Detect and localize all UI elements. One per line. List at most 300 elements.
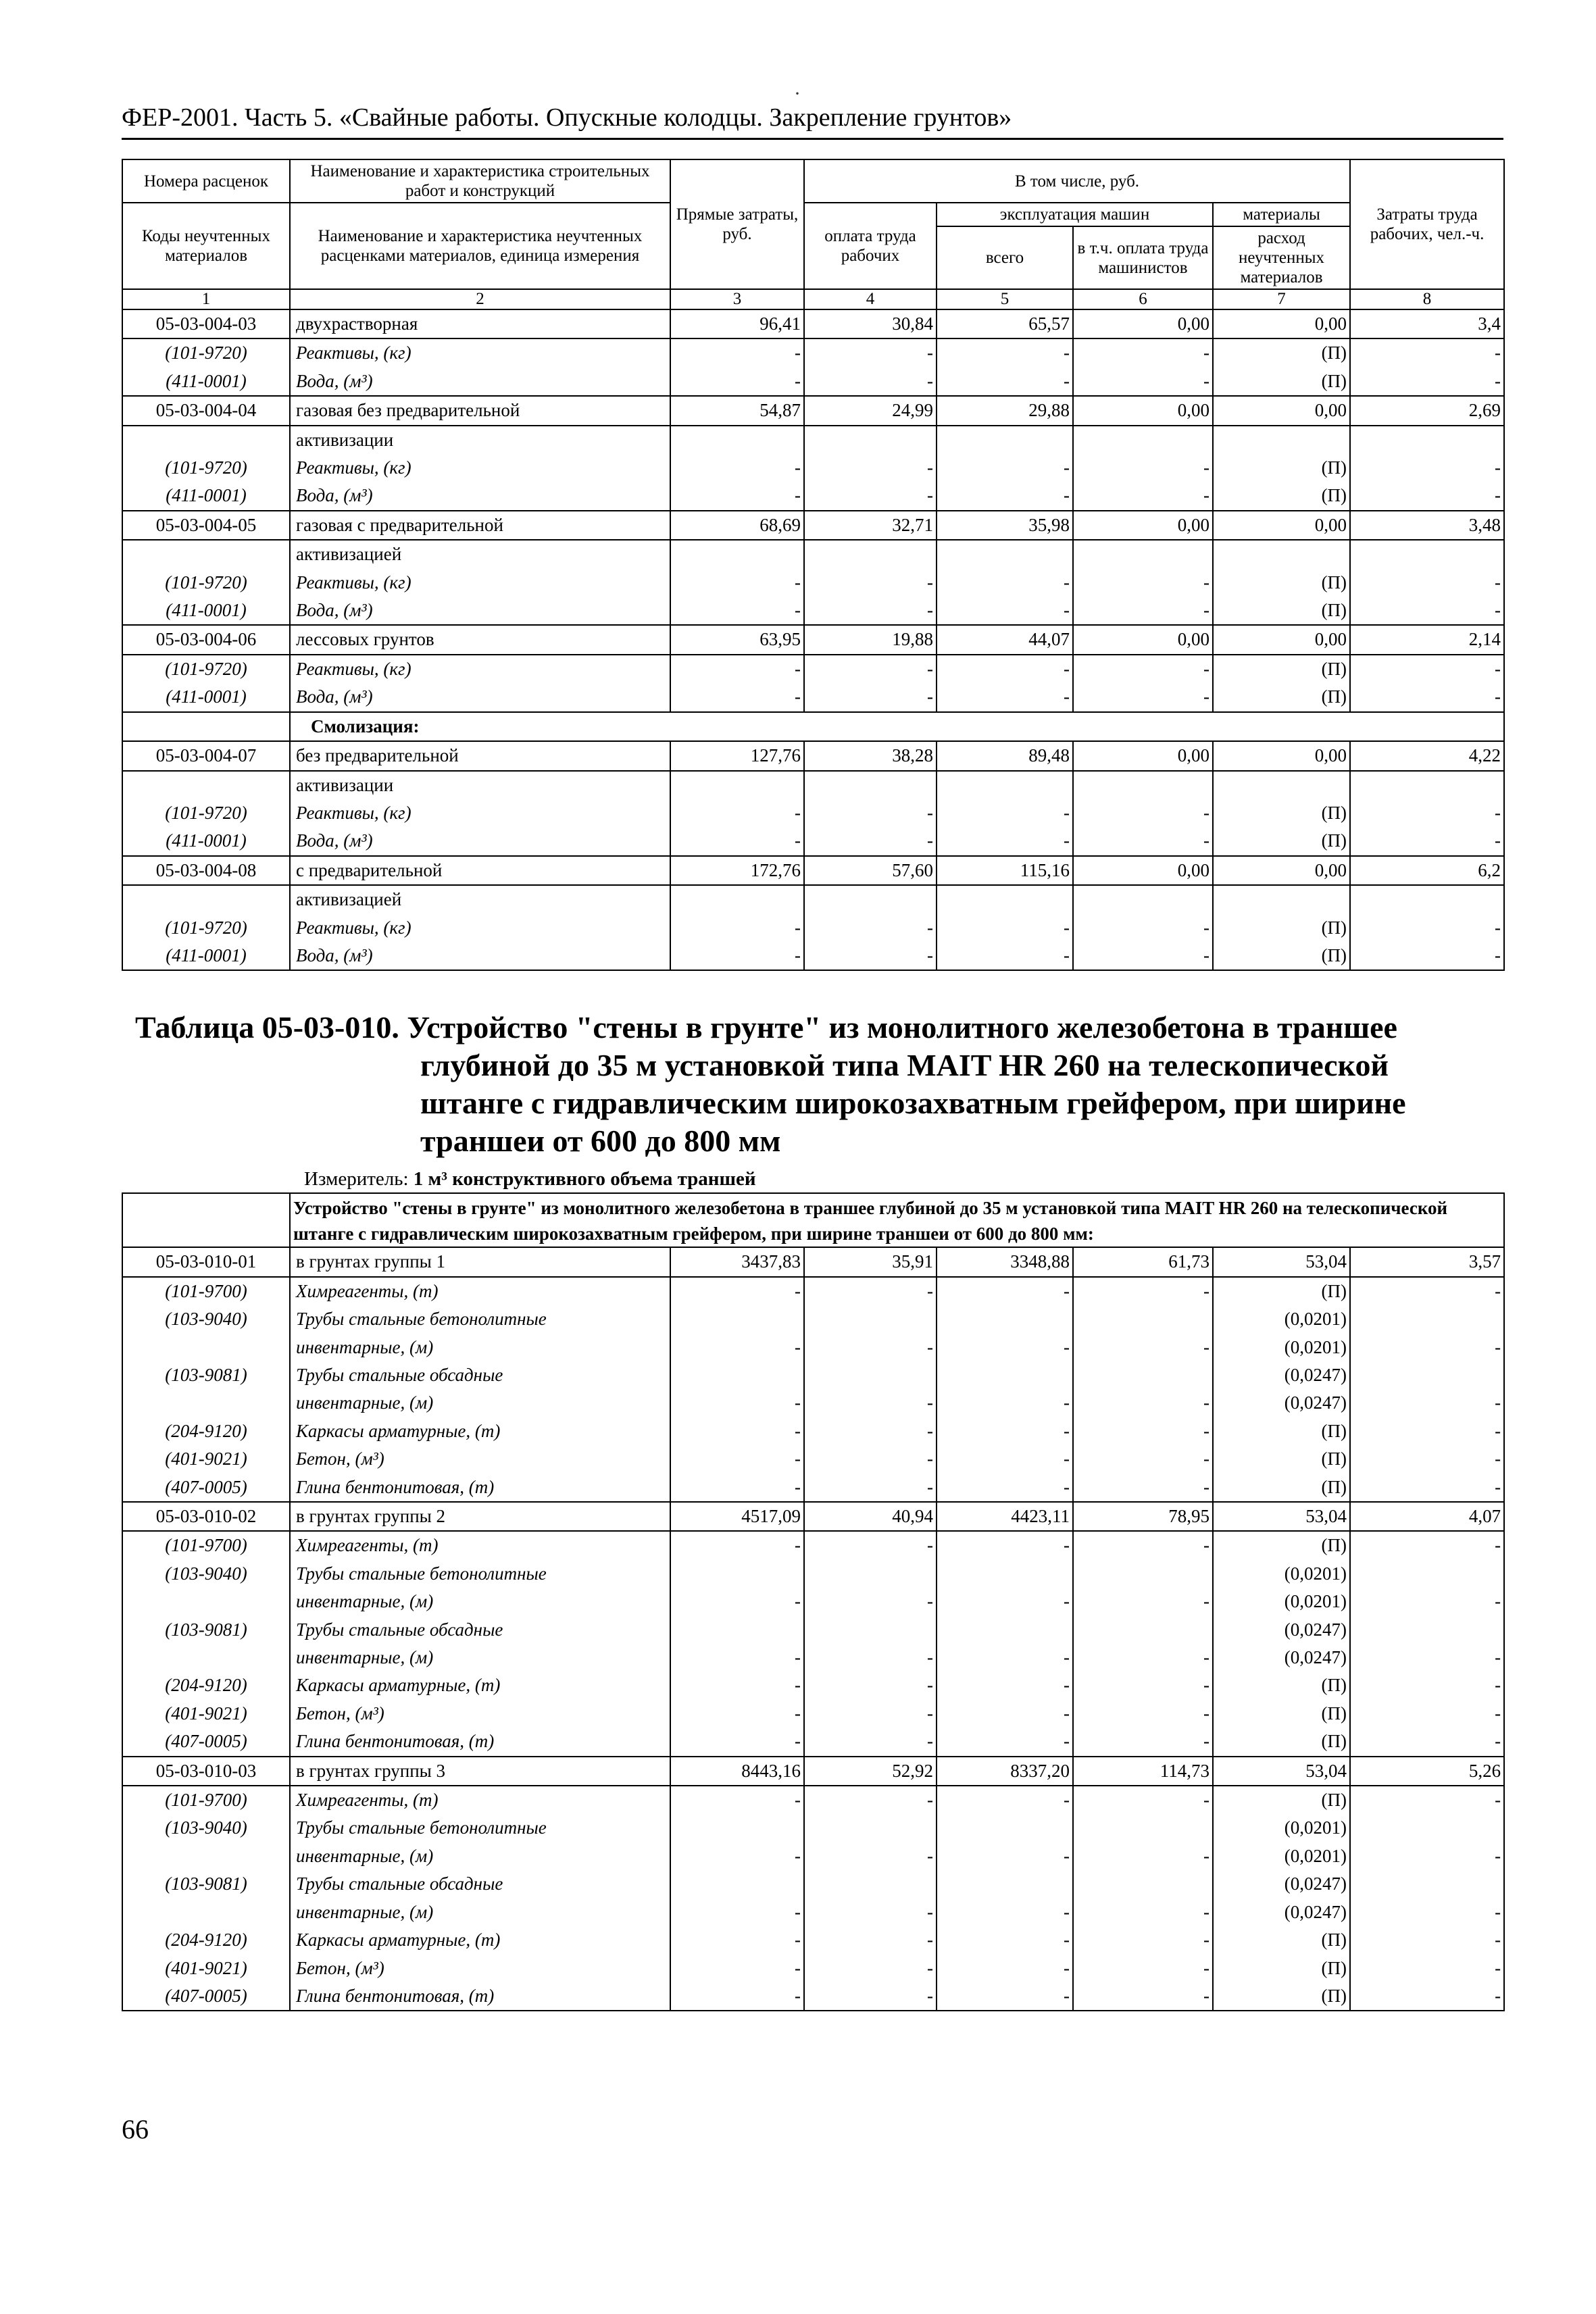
- material-row: [122, 1361, 1504, 1389]
- blank-cell: [122, 771, 290, 799]
- dash-cell: -: [1073, 1277, 1213, 1305]
- dash-cell: -: [1073, 1389, 1213, 1417]
- dash-cell: -: [937, 1531, 1073, 1559]
- material-row: [122, 1417, 1504, 1445]
- measure-label: Измеритель:: [304, 1168, 409, 1190]
- blank-cell: [670, 885, 804, 913]
- material-name: Бетон, (м³): [290, 1700, 670, 1728]
- work-name: в грунтах группы 1: [290, 1247, 670, 1276]
- blank-cell: [1073, 771, 1213, 799]
- dash-cell: -: [937, 942, 1073, 970]
- material-consumption: (П): [1213, 827, 1350, 855]
- dash-cell: -: [1073, 1417, 1213, 1445]
- col-number: 1: [122, 289, 290, 309]
- dash-cell: -: [1073, 827, 1213, 855]
- labor-pay: 30,84: [804, 309, 937, 338]
- work-name: лессовых грунтов: [290, 625, 670, 654]
- dash-cell: -: [670, 569, 804, 597]
- dash-cell: -: [1073, 655, 1213, 683]
- labor-pay: 32,71: [804, 511, 937, 540]
- col-number: 5: [937, 289, 1073, 309]
- labor-hours: 3,57: [1350, 1247, 1504, 1276]
- machines-labor: 61,73: [1073, 1247, 1213, 1276]
- dash-cell: -: [670, 1955, 804, 1982]
- material-code: (103-9040): [122, 1560, 290, 1588]
- dash-cell: [670, 1870, 804, 1898]
- material-name: Химреагенты, (т): [290, 1277, 670, 1305]
- dash-cell: [1073, 1870, 1213, 1898]
- dash-cell: -: [1073, 1445, 1213, 1473]
- material-name: Реактивы, (кг): [290, 799, 670, 827]
- dash-cell: -: [1350, 1728, 1504, 1756]
- table-row: [122, 396, 1504, 425]
- dash-cell: [1073, 1814, 1213, 1842]
- dash-cell: -: [670, 914, 804, 942]
- rate-code: 05-03-004-06: [122, 625, 290, 654]
- labor-pay: 57,60: [804, 856, 937, 885]
- dash-cell: -: [937, 569, 1073, 597]
- dash-cell: [804, 1870, 937, 1898]
- labor-pay: 52,92: [804, 1757, 937, 1786]
- dash-cell: -: [1350, 1417, 1504, 1445]
- material-row: [122, 1560, 1504, 1588]
- blank-cell: [1213, 540, 1350, 568]
- work-name: двухрастворная: [290, 309, 670, 338]
- direct-cost: 172,76: [670, 856, 804, 885]
- work-name: в грунтах группы 2: [290, 1502, 670, 1531]
- material-consumption: (0,0247): [1213, 1644, 1350, 1671]
- material-row: [122, 1334, 1504, 1361]
- work-name-continued: активизацией: [290, 540, 670, 568]
- blank-cell: [122, 540, 290, 568]
- material-consumption: (П): [1213, 1786, 1350, 1814]
- dash-cell: -: [937, 1277, 1073, 1305]
- material-consumption: (П): [1213, 799, 1350, 827]
- material-row: [122, 1474, 1504, 1502]
- material-row: [122, 1531, 1504, 1559]
- dash-cell: -: [670, 1417, 804, 1445]
- dash-cell: [804, 1814, 937, 1842]
- table-row: [122, 309, 1504, 338]
- material-row: [122, 799, 1504, 827]
- dash-cell: -: [1073, 454, 1213, 482]
- materials: 53,04: [1213, 1502, 1350, 1531]
- dash-cell: -: [1073, 569, 1213, 597]
- dash-cell: -: [1073, 914, 1213, 942]
- work-name: без предварительной: [290, 741, 670, 770]
- table-header: [122, 159, 1504, 309]
- col-direct-header: Прямые затраты, руб.: [670, 159, 804, 289]
- material-consumption: (П): [1213, 482, 1350, 510]
- dash-cell: -: [1073, 942, 1213, 970]
- dash-cell: -: [937, 1728, 1073, 1756]
- direct-cost: 54,87: [670, 396, 804, 425]
- machines-labor: 0,00: [1073, 741, 1213, 770]
- dash-cell: -: [1350, 1474, 1504, 1502]
- dash-cell: -: [670, 683, 804, 711]
- blank-cell: [1213, 885, 1350, 913]
- material-row: [122, 942, 1504, 970]
- rate-code: 05-03-010-02: [122, 1502, 290, 1531]
- dash-cell: [804, 1305, 937, 1333]
- table-row-continuation: [122, 885, 1504, 913]
- material-consumption: (0,0201): [1213, 1560, 1350, 1588]
- work-name: газовая с предварительной: [290, 511, 670, 540]
- material-name: Глина бентонитовая, (т): [290, 1728, 670, 1756]
- blank-cell: [937, 771, 1073, 799]
- dash-cell: -: [804, 1728, 937, 1756]
- dash-cell: [937, 1814, 1073, 1842]
- material-consumption: (0,0247): [1213, 1389, 1350, 1417]
- labor-hours: 6,2: [1350, 856, 1504, 885]
- material-row: [122, 827, 1504, 855]
- dash-cell: -: [937, 1445, 1073, 1473]
- rates-table: [122, 159, 1505, 971]
- dash-cell: -: [937, 1700, 1073, 1728]
- material-code: (101-9700): [122, 1786, 290, 1814]
- table-title: [122, 1009, 1503, 1160]
- materials: 0,00: [1213, 625, 1350, 654]
- dash-cell: -: [804, 569, 937, 597]
- table-title-line: Таблица 05-03-010. Устройство "стены в грунте" из монолитного железобетона в траншее: [135, 1010, 1397, 1045]
- material-code: (101-9720): [122, 569, 290, 597]
- dash-cell: -: [1350, 683, 1504, 711]
- blank-cell: [1350, 426, 1504, 454]
- material-code: (103-9081): [122, 1616, 290, 1644]
- table-row-continuation: [122, 771, 1504, 799]
- dash-cell: -: [670, 482, 804, 510]
- dash-cell: -: [1073, 799, 1213, 827]
- dash-cell: -: [670, 1926, 804, 1954]
- machines-labor: 114,73: [1073, 1757, 1213, 1786]
- material-consumption: (П): [1213, 569, 1350, 597]
- direct-cost: 96,41: [670, 309, 804, 338]
- material-row: [122, 1814, 1504, 1842]
- dash-cell: -: [1350, 1786, 1504, 1814]
- material-code: (101-9700): [122, 1531, 290, 1559]
- material-name: инвентарные, (м): [290, 1842, 670, 1870]
- dash-cell: -: [1350, 1277, 1504, 1305]
- material-row: [122, 1786, 1504, 1814]
- material-row: [122, 1926, 1504, 1954]
- dash-cell: -: [937, 1644, 1073, 1671]
- labor-pay: 35,91: [804, 1247, 937, 1276]
- direct-cost: 4517,09: [670, 1502, 804, 1531]
- material-consumption: (П): [1213, 338, 1350, 367]
- measure-unit: [122, 1165, 1503, 1192]
- col-number: 3: [670, 289, 804, 309]
- dash-cell: -: [1350, 1644, 1504, 1671]
- dash-cell: [804, 1560, 937, 1588]
- dash-cell: -: [804, 799, 937, 827]
- material-name: Вода, (м³): [290, 683, 670, 711]
- material-code: [122, 1842, 290, 1870]
- dash-cell: [1350, 1361, 1504, 1389]
- dash-cell: -: [937, 914, 1073, 942]
- dash-cell: -: [1350, 827, 1504, 855]
- blank-cell: [937, 885, 1073, 913]
- labor-hours: 5,26: [1350, 1757, 1504, 1786]
- material-name: Каркасы арматурные, (т): [290, 1417, 670, 1445]
- material-row: [122, 1982, 1504, 2011]
- blank-cell: [804, 426, 937, 454]
- blank-cell: [804, 771, 937, 799]
- dash-cell: -: [1350, 655, 1504, 683]
- material-row: [122, 1700, 1504, 1728]
- blank-cell: [1350, 771, 1504, 799]
- dash-cell: -: [1350, 1982, 1504, 2011]
- material-row: [122, 1644, 1504, 1671]
- material-code: (204-9120): [122, 1671, 290, 1699]
- material-code: (101-9720): [122, 914, 290, 942]
- dash-cell: -: [937, 1389, 1073, 1417]
- dash-cell: -: [937, 368, 1073, 396]
- material-code: (401-9021): [122, 1445, 290, 1473]
- col-number: 6: [1073, 289, 1213, 309]
- material-code: (103-9040): [122, 1305, 290, 1333]
- dash-cell: [937, 1305, 1073, 1333]
- dash-cell: -: [1350, 1898, 1504, 1926]
- material-row: [122, 1870, 1504, 1898]
- dash-cell: -: [937, 1842, 1073, 1870]
- col-labor-cost-header: Затраты труда рабочих, чел.-ч.: [1350, 159, 1504, 289]
- material-row: [122, 1671, 1504, 1699]
- col-machines-total-header: всего: [937, 226, 1073, 289]
- material-name: Бетон, (м³): [290, 1955, 670, 1982]
- labor-hours: 3,4: [1350, 309, 1504, 338]
- material-name: Глина бентонитовая, (т): [290, 1474, 670, 1502]
- rate-code: 05-03-004-07: [122, 741, 290, 770]
- material-consumption: (П): [1213, 1926, 1350, 1954]
- blank-cell: [1350, 885, 1504, 913]
- material-consumption: (П): [1213, 368, 1350, 396]
- blank-cell: [122, 885, 290, 913]
- rate-code: 05-03-004-08: [122, 856, 290, 885]
- material-name: инвентарные, (м): [290, 1334, 670, 1361]
- dash-cell: -: [1073, 1334, 1213, 1361]
- dash-cell: -: [804, 1644, 937, 1671]
- labor-hours: 2,69: [1350, 396, 1504, 425]
- dash-cell: -: [804, 454, 937, 482]
- machines-total: 4423,11: [937, 1502, 1073, 1531]
- material-name: Вода, (м³): [290, 482, 670, 510]
- dash-cell: -: [804, 1277, 937, 1305]
- dash-cell: -: [1073, 1728, 1213, 1756]
- dash-cell: -: [1073, 1588, 1213, 1615]
- table-row: [122, 1247, 1504, 1276]
- dash-cell: -: [937, 1898, 1073, 1926]
- dash-cell: -: [1073, 1671, 1213, 1699]
- rate-code: 05-03-004-04: [122, 396, 290, 425]
- table-row: [122, 1502, 1504, 1531]
- col-material-name-header: Наименование и характеристика неучтенных расценками материалов, единица измерения: [290, 203, 670, 289]
- dash-cell: -: [1073, 338, 1213, 367]
- material-code: [122, 1898, 290, 1926]
- col-including-header: В том числе, руб.: [804, 159, 1350, 203]
- material-name: Вода, (м³): [290, 597, 670, 625]
- table-row-continuation: [122, 426, 1504, 454]
- dash-cell: -: [937, 1334, 1073, 1361]
- dash-cell: -: [804, 1982, 937, 2011]
- dash-cell: [937, 1616, 1073, 1644]
- work-name-continued: активизации: [290, 426, 670, 454]
- machines-labor: 0,00: [1073, 309, 1213, 338]
- dash-cell: -: [1073, 1474, 1213, 1502]
- material-consumption: (0,0247): [1213, 1616, 1350, 1644]
- material-code: [122, 1644, 290, 1671]
- dash-cell: -: [1350, 1389, 1504, 1417]
- materials: 53,04: [1213, 1247, 1350, 1276]
- table-row: [122, 1757, 1504, 1786]
- material-name: Вода, (м³): [290, 368, 670, 396]
- material-consumption: (П): [1213, 1474, 1350, 1502]
- document-page: [122, 101, 1503, 2011]
- labor-pay: 19,88: [804, 625, 937, 654]
- dash-cell: -: [937, 1926, 1073, 1954]
- dash-cell: -: [1073, 1898, 1213, 1926]
- material-row: [122, 1389, 1504, 1417]
- dash-cell: -: [670, 1445, 804, 1473]
- blank-cell: [122, 712, 290, 741]
- dash-cell: -: [1350, 454, 1504, 482]
- material-name: Трубы стальные обсадные: [290, 1616, 670, 1644]
- material-consumption: (П): [1213, 1417, 1350, 1445]
- material-consumption: (П): [1213, 1728, 1350, 1756]
- table-row: [122, 741, 1504, 770]
- dash-cell: -: [1073, 683, 1213, 711]
- running-header: ФЕР-2001. Часть 5. «Свайные работы. Опускные колодцы. Закрепление грунтов»: [122, 101, 1503, 140]
- dash-cell: -: [804, 683, 937, 711]
- machines-total: 65,57: [937, 309, 1073, 338]
- dash-cell: -: [804, 482, 937, 510]
- table-row: [122, 511, 1504, 540]
- material-code: (411-0001): [122, 597, 290, 625]
- material-name: Химреагенты, (т): [290, 1786, 670, 1814]
- direct-cost: 3437,83: [670, 1247, 804, 1276]
- material-code: (101-9720): [122, 655, 290, 683]
- machines-labor: 78,95: [1073, 1502, 1213, 1531]
- dash-cell: [670, 1361, 804, 1389]
- material-code: (411-0001): [122, 482, 290, 510]
- material-code: [122, 1588, 290, 1615]
- dash-cell: -: [937, 1474, 1073, 1502]
- material-code: (401-9021): [122, 1700, 290, 1728]
- dash-cell: -: [937, 683, 1073, 711]
- dash-cell: -: [804, 1700, 937, 1728]
- materials: 0,00: [1213, 309, 1350, 338]
- work-name: газовая без предварительной: [290, 396, 670, 425]
- material-row: [122, 597, 1504, 625]
- material-code: (101-9720): [122, 338, 290, 367]
- dash-cell: -: [937, 597, 1073, 625]
- dash-cell: -: [670, 1842, 804, 1870]
- dash-cell: -: [1073, 1982, 1213, 2011]
- dash-cell: -: [1350, 482, 1504, 510]
- col-rate-number-header: Номера расценок: [122, 159, 290, 203]
- work-name: в грунтах группы 3: [290, 1757, 670, 1786]
- dash-cell: -: [670, 1334, 804, 1361]
- dash-cell: -: [804, 942, 937, 970]
- direct-cost: 8443,16: [670, 1757, 804, 1786]
- dash-cell: -: [1350, 597, 1504, 625]
- blank-cell: [804, 540, 937, 568]
- col-number: 7: [1213, 289, 1350, 309]
- material-row: [122, 482, 1504, 510]
- dash-cell: -: [670, 1474, 804, 1502]
- dash-cell: -: [937, 482, 1073, 510]
- dash-cell: [1073, 1560, 1213, 1588]
- material-consumption: (0,0201): [1213, 1842, 1350, 1870]
- material-name: Реактивы, (кг): [290, 569, 670, 597]
- blank-cell: [122, 1193, 290, 1247]
- dash-cell: -: [1350, 338, 1504, 367]
- material-code: (401-9021): [122, 1955, 290, 1982]
- blank-cell: [804, 885, 937, 913]
- material-code: (411-0001): [122, 368, 290, 396]
- dash-cell: -: [1073, 1842, 1213, 1870]
- material-code: [122, 1389, 290, 1417]
- dash-cell: -: [804, 1786, 937, 1814]
- material-name: Глина бентонитовая, (т): [290, 1982, 670, 2011]
- dash-cell: -: [1350, 799, 1504, 827]
- dash-cell: -: [1073, 368, 1213, 396]
- blank-cell: [1073, 426, 1213, 454]
- material-consumption: (П): [1213, 1531, 1350, 1559]
- blank-cell: [670, 426, 804, 454]
- material-code: (103-9040): [122, 1814, 290, 1842]
- material-consumption: (0,0247): [1213, 1870, 1350, 1898]
- material-consumption: (П): [1213, 1700, 1350, 1728]
- material-name: Каркасы арматурные, (т): [290, 1926, 670, 1954]
- dash-cell: -: [804, 597, 937, 625]
- dash-cell: -: [670, 942, 804, 970]
- dash-cell: [1073, 1305, 1213, 1333]
- material-consumption: (П): [1213, 683, 1350, 711]
- material-row: [122, 1842, 1504, 1870]
- dash-cell: [670, 1305, 804, 1333]
- dash-cell: -: [804, 368, 937, 396]
- dash-cell: [1350, 1870, 1504, 1898]
- material-consumption: (0,0201): [1213, 1305, 1350, 1333]
- dash-cell: -: [1350, 569, 1504, 597]
- dash-cell: -: [937, 799, 1073, 827]
- material-row: [122, 1305, 1504, 1333]
- dash-cell: -: [937, 338, 1073, 367]
- dash-cell: -: [804, 1531, 937, 1559]
- dash-cell: -: [670, 799, 804, 827]
- dash-cell: -: [804, 1445, 937, 1473]
- dash-cell: -: [1350, 1588, 1504, 1615]
- machines-total: 44,07: [937, 625, 1073, 654]
- dash-cell: -: [1350, 942, 1504, 970]
- direct-cost: 68,69: [670, 511, 804, 540]
- col-labor-pay-header: оплата труда рабочих: [804, 203, 937, 289]
- dash-cell: -: [1350, 1334, 1504, 1361]
- material-code: (204-9120): [122, 1417, 290, 1445]
- material-name: Вода, (м³): [290, 827, 670, 855]
- material-consumption: (П): [1213, 655, 1350, 683]
- dash-cell: [804, 1361, 937, 1389]
- material-consumption: (П): [1213, 914, 1350, 942]
- material-row: [122, 338, 1504, 367]
- dash-cell: -: [937, 1671, 1073, 1699]
- labor-pay: 40,94: [804, 1502, 937, 1531]
- subsection-heading-row: [122, 712, 1504, 741]
- dash-cell: [937, 1560, 1073, 1588]
- dash-cell: -: [937, 1955, 1073, 1982]
- labor-hours: 4,22: [1350, 741, 1504, 770]
- material-code: (103-9081): [122, 1361, 290, 1389]
